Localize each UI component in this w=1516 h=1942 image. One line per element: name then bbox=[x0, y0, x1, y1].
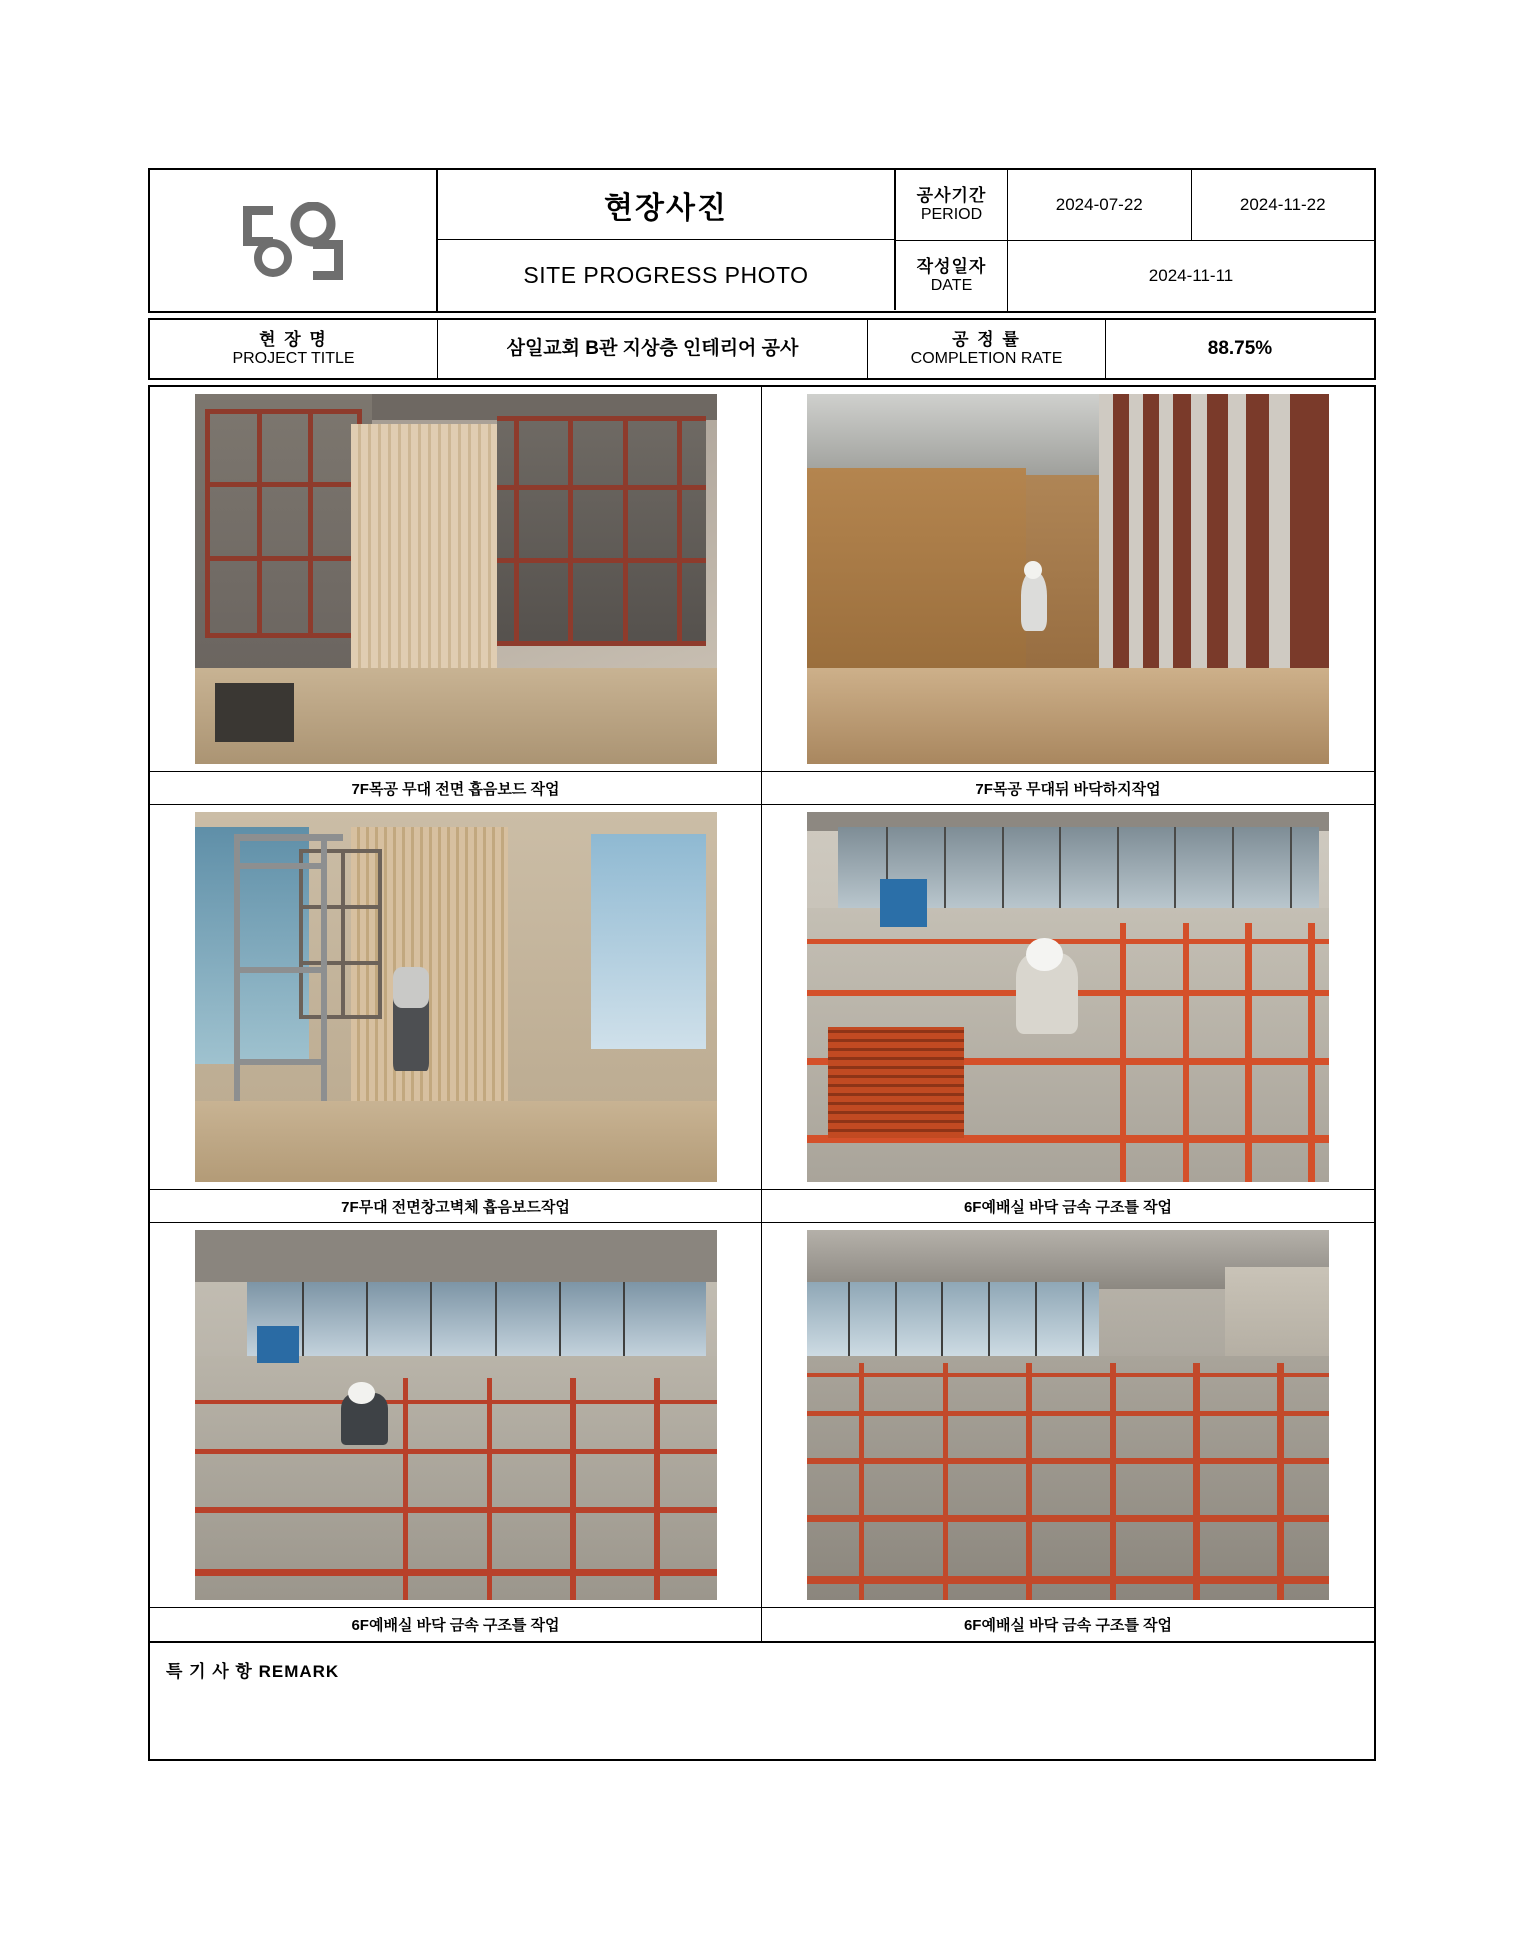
photo-grid bbox=[148, 385, 1376, 1643]
photo-cell-1 bbox=[150, 387, 762, 805]
photo-cell-4 bbox=[762, 805, 1374, 1223]
photo-frame-4 bbox=[762, 805, 1374, 1189]
date-label-en: DATE bbox=[930, 276, 973, 294]
project-title-label bbox=[150, 320, 438, 378]
site-progress-photo-sheet bbox=[148, 168, 1376, 1761]
photo-frame-2 bbox=[762, 387, 1374, 771]
project-title-label-ko: 현 장 명 bbox=[259, 329, 328, 349]
photo-cell-6 bbox=[762, 1223, 1374, 1641]
photo-frame-6 bbox=[762, 1223, 1374, 1607]
date-label-ko: 작성일자 bbox=[916, 256, 987, 276]
date-value: 2024-11-11 bbox=[1148, 266, 1234, 285]
period-end-value: 2024-11-22 bbox=[1239, 195, 1326, 214]
photo-frame-1 bbox=[150, 387, 761, 771]
project-row bbox=[148, 318, 1376, 380]
project-title-label-en: PROJECT TITLE bbox=[232, 349, 355, 367]
photo-2 bbox=[807, 394, 1329, 764]
company-logo-icon bbox=[239, 202, 347, 280]
photo-cell-3 bbox=[150, 805, 762, 1223]
photo-caption-6: 6F예배실 바닥 금속 구조틀 작업 bbox=[762, 1607, 1374, 1641]
photo-caption-4: 6F예배실 바닥 금속 구조틀 작업 bbox=[762, 1189, 1374, 1223]
photo-caption-3: 7F무대 전면창고벽체 흡음보드작업 bbox=[150, 1189, 761, 1223]
completion-rate-label-en: COMPLETION RATE bbox=[910, 349, 1063, 367]
photo-frame-3 bbox=[150, 805, 761, 1189]
period-row bbox=[896, 170, 1374, 241]
remark-label: 특 기 사 항 REMARK bbox=[166, 1662, 340, 1681]
period-label-ko: 공사기간 bbox=[916, 185, 987, 205]
date-row bbox=[896, 241, 1374, 311]
document-header bbox=[148, 168, 1376, 313]
completion-rate-label-ko: 공 정 률 bbox=[952, 329, 1021, 349]
photo-caption-1: 7F목공 무대 전면 흡음보드 작업 bbox=[150, 771, 761, 805]
photo-5 bbox=[195, 1230, 717, 1600]
document-title-ko: 현장사진 bbox=[438, 170, 896, 240]
photo-cell-5 bbox=[150, 1223, 762, 1641]
photo-caption-5: 6F예배실 바닥 금속 구조틀 작업 bbox=[150, 1607, 761, 1641]
photo-6 bbox=[807, 1230, 1329, 1600]
remark-section bbox=[148, 1643, 1376, 1761]
photo-1 bbox=[195, 394, 717, 764]
photo-cell-2 bbox=[762, 387, 1374, 805]
header-meta bbox=[896, 170, 1374, 311]
completion-rate-value: 88.75% bbox=[1207, 337, 1273, 359]
photo-grid-row bbox=[150, 1223, 1374, 1641]
period-label bbox=[896, 170, 1008, 240]
logo-cell bbox=[150, 170, 438, 311]
project-title-value: 삼일교회 B관 지상층 인테리어 공사 bbox=[438, 320, 868, 378]
completion-rate-label bbox=[868, 320, 1106, 378]
document-title-en: SITE PROGRESS PHOTO bbox=[438, 240, 896, 310]
date-label bbox=[896, 241, 1008, 311]
period-label-en: PERIOD bbox=[920, 205, 983, 223]
photo-grid-row bbox=[150, 805, 1374, 1223]
period-start-value: 2024-07-22 bbox=[1008, 170, 1192, 240]
title-cell bbox=[438, 170, 896, 311]
photo-3 bbox=[195, 812, 717, 1182]
photo-caption-2: 7F목공 무대뒤 바닥하지작업 bbox=[762, 771, 1374, 805]
photo-frame-5 bbox=[150, 1223, 761, 1607]
photo-grid-row bbox=[150, 387, 1374, 805]
photo-4 bbox=[807, 812, 1329, 1182]
